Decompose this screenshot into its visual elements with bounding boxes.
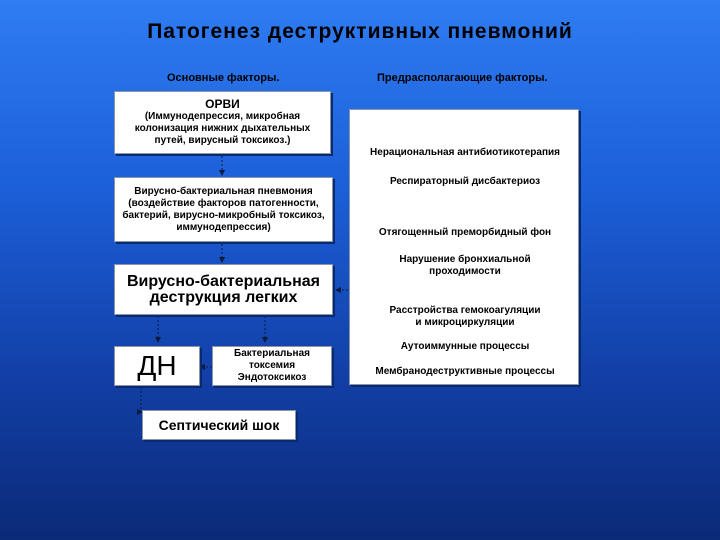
factor-antibiotic-therapy: Нерациональная антибиотикотерапия	[370, 147, 560, 158]
header-main-factors: Основные факторы.	[167, 72, 280, 84]
box-destruction: Вирусно-бактериальная деструкция легких	[114, 264, 333, 315]
box-dn: ДН	[114, 346, 200, 386]
factor-premorbid-background: Отягощенный преморбидный фон	[378, 227, 552, 238]
box-orvi: ОРВИ (Иммунодепрессия, микробная колонизация нижних дыхательных путей, вирусный токсикоз.)	[114, 91, 331, 154]
factor-respiratory-dysbacteriosis: Респираторный дисбактериоз	[389, 176, 541, 187]
box-pneumonia: Вирусно-бактериальная пневмония (воздействие факторов патогенности, бактерий, вирусно-микробный токсикоз, иммунодепрессия)	[114, 177, 333, 242]
box-septic-shock: Септический шок	[142, 410, 296, 440]
factor-autoimmune: Аутоиммунные процессы	[400, 341, 530, 352]
box-toxemia: Бактериальная токсемия Эндотоксикоз	[212, 346, 332, 386]
factor-bronchial-obstruction: Нарушение бронхиальной проходимости	[399, 254, 531, 277]
factor-hemocoagulation: Расстройства гемокоагуляции и микроциркуляции	[389, 305, 541, 328]
factor-membrane-destructive: Мембранодеструктивные процессы	[375, 366, 555, 377]
slide-title: Патогенез деструктивных пневмоний	[147, 20, 573, 43]
header-predisposing-factors: Предрасполагающие факторы.	[377, 72, 548, 84]
